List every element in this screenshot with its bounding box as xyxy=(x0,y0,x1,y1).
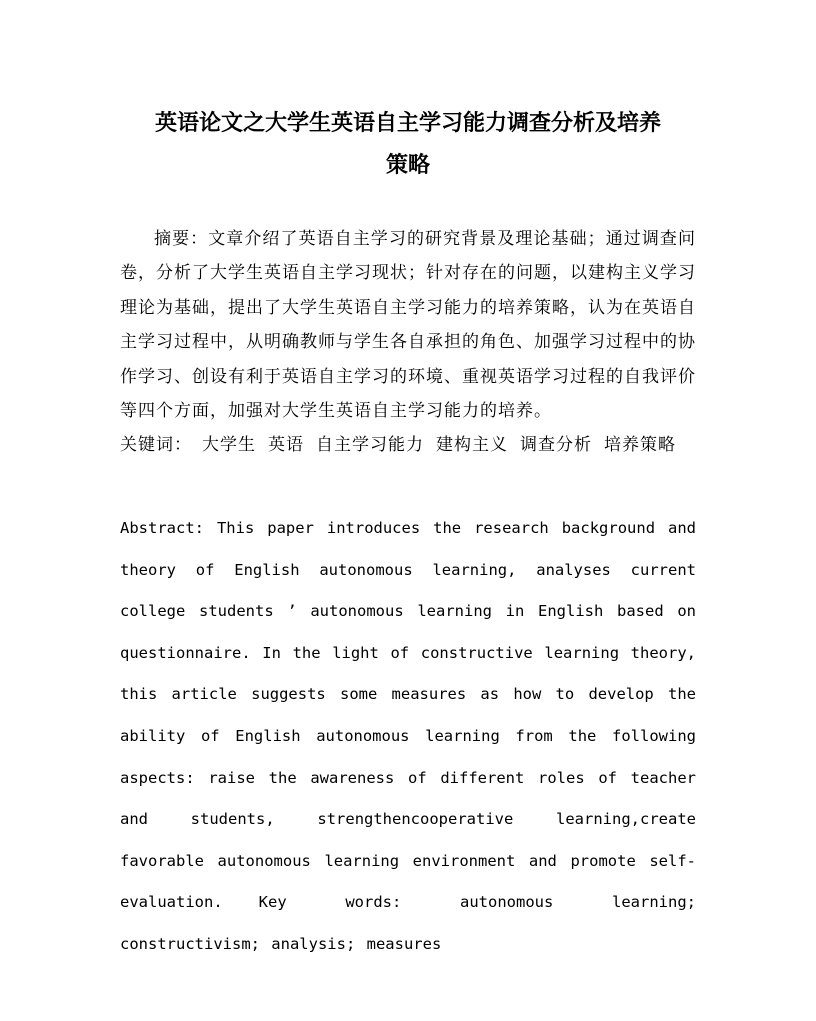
english-keywords-label: Key words: xyxy=(258,893,402,912)
chinese-keywords-label: 关键词： xyxy=(120,435,192,456)
chinese-keyword: 调查分析 xyxy=(520,435,592,456)
chinese-keyword: 自主学习能力 xyxy=(316,435,424,456)
document-title xyxy=(120,102,696,186)
english-keywords: autonomous learning; constructivism; analysis; measures xyxy=(120,893,696,953)
english-abstract-text: Abstract: This paper introduces the research background and theory of English autonomous learning, analyses current college students ’ autonomous learning in English based on questionnaire. In the light of constructive learning theory, this article suggests some measures as how to develop the ability of English autonomous learning from the following aspects: raise the awareness of different roles of teacher and students, strengthencooperative learning,create favorable autonomous learning environment and promote self-evaluation. xyxy=(120,519,696,912)
chinese-keywords-line xyxy=(120,428,696,462)
chinese-keyword: 大学生 xyxy=(202,435,256,456)
chinese-abstract xyxy=(120,222,696,463)
chinese-keyword: 培养策略 xyxy=(604,435,676,456)
chinese-keyword: 英语 xyxy=(268,435,304,456)
title-line-1: 英语论文之大学生英语自主学习能力调查分析及培养 xyxy=(154,110,661,136)
english-abstract xyxy=(120,508,696,966)
chinese-abstract-text: 摘要：文章介绍了英语自主学习的研究背景及理论基础；通过调查问卷，分析了大学生英语自主学习现状；针对存在的问题，以建构主义学习理论为基础，提出了大学生英语自主学习能力的培养策略，认为在英语自主学习过程中，从明确教师与学生各自承担的角色、加强学习过程中的协作学习、创设有利于英语自主学习的环境、重视英语学习过程的自我评价等四个方面，加强对大学生英语自主学习能力的培养。 xyxy=(120,229,696,422)
chinese-keyword: 建构主义 xyxy=(436,435,508,456)
title-line-2: 策略 xyxy=(385,152,430,178)
